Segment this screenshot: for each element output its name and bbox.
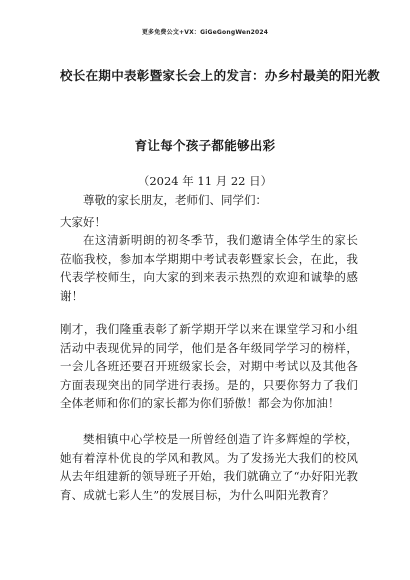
title-line-2: 育让每个孩子都能够出彩 (134, 138, 276, 153)
speech-date: （2024 年 11 月 22 日） (137, 174, 273, 188)
title-line-1: 校长在期中表彰暨家长会上的发言：办乡村最美的阳光教 (60, 68, 381, 83)
salutation: 尊敬的家长朋友，老师们、同学们： (83, 193, 267, 207)
greeting: 大家好！ (60, 215, 106, 229)
paragraph-1: 在这清新明朗的初冬季节，我们邀请全体学生的家长莅临我校，参加本学期期中考试表彰暨家长会，在此，我代表学校师生，向大家的到来表示热烈的欢迎和诚挚的感谢！ (60, 233, 358, 303)
paragraph-3: 樊相镇中心学校是一所曾经创造了许多辉煌的学校，她有着淳朴优良的学风和教风。为了发扬光大我们的校风从去年组建新的领导班子开始，我们就确立了“办好阳光教育、成就七彩人生”的发展目标，为什么叫阳光教育？ (60, 432, 358, 502)
paragraph-2: 刚才，我们隆重表彰了新学期开学以来在课堂学习和小组活动中表现优异的同学，他们是各年级同学学习的榜样，一会儿各班还要召开班级家长会，对期中考试以及其他各方面表现突出的同学进行表扬。是的，只要你努力了我们全体老师和你们的家长都为你们骄傲！都会为你加油！ (60, 322, 358, 411)
page-header: 更多免费公文+VX：GiGeGongWen2024 (141, 29, 269, 36)
